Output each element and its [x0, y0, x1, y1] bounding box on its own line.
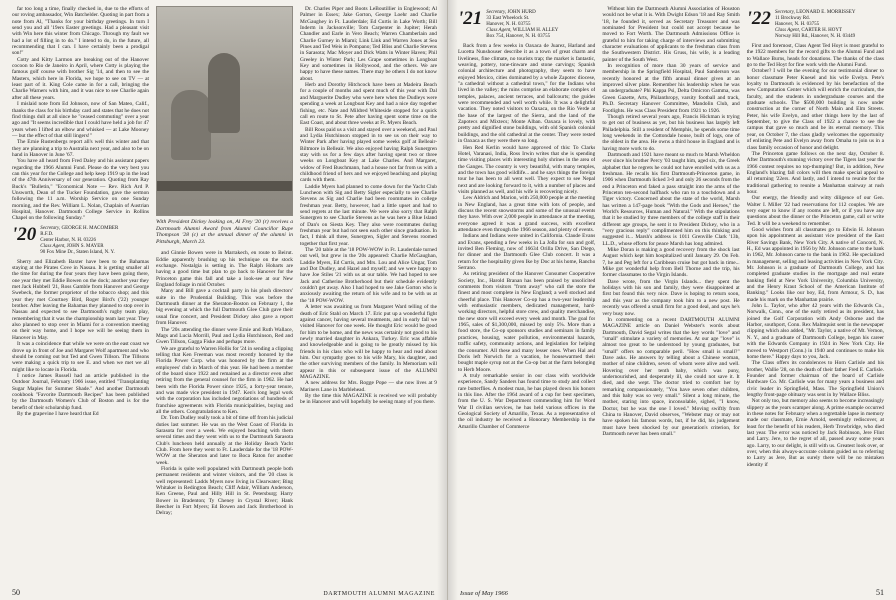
paragraph: Back from a few weeks in Oaxaca de Juarez, Harland and Lucetta Nunshouser describe it as a town of great charm and liveliness, fine climate, no tourists trap; the market is fantastic, weaving, pottery, tone-tinware and stone carvings; Spanish colonial architecture and photography, they seem to have enjoyed Mexico, cities dominated by a whole Zapotec diocese, "a cathedral without a cathedral town," for the Indians who lived in the valley; the ruins comprise an elaborate complex of temples, palaces, ancient terraces, and ballcourts; the guides were recommended and well worth while. It was a delightful vacation. They noted visitors to Oaxaca, on the Rio Verde at the base of the largest of the Sierra, and the land of the Zapotecs and Mixtecs; Monte Alban. Oaxaca is lovely, with pretty and dignified stone buildings, with old Spanish colonial buildings, and the old cathedral at the center. They were rested in Oaxaca as they were there so long.: [458, 43, 596, 145]
secretary-name: LEONARD E. MORRISSEY: [796, 10, 856, 15]
right-col-3: [747, 6, 884, 576]
paragraph: Lew Aldrich and Marion, with 250,000 people at the meeting in New England, has a great time with lots of people, and discuss the recent snowstorms and some of the unusual events they have. With over 2,000 people in attendance at the meeting, everyone agreed it was a grand success, with excellent attendance even through the 1966 season, and plenty of events.: [458, 195, 596, 233]
paragraph: Mike Doran is making a good recovery from the shock last August which kept him hospitalized until January 29. On Feb. 7, he and Peg left for a Caribbean cruise but got back in time... Mike got wonderful help from Bell Thorne and the trip, his former classmates to the Virgin Islands.: [602, 247, 740, 279]
paragraph: Good wishes from all classmates go to Edwin H. Johnson upon his appointment as assistant vice president of the East River Savings Bank, New York City. A native of Concord, N. H., Ed was appointed in 1956 by Mr. Johnson came to the bank in 1962, Mr. Johnson came to the bank in 1962. He specialized in management, selling and leasing activities in New York City. Mr. Johnson is a graduate of Dartmouth College, and has completed graduate studies in the mortgage and real estate banking field at New York University, Columbia University, and the Henry Kraut School of the American Institute of Banking." Looks like our boy, Ed, from Armour, S. D., has made his mark on the Manhattan prairie.: [746, 226, 884, 303]
right-col-1: [458, 6, 595, 576]
paragraph: I mislaid note from Ed Johnson, now of San Mateo, Calif., thanks the class for his birthday card and states that he does not find things dull at all since he "ceased commuting" over a year ago and "It seems incredible that I could have held a job for 47 years when I lifted an elbow and whisked — at Lake Mooney — but the effect of that still lingers!": [12, 101, 149, 139]
page-number: 50: [12, 588, 20, 597]
paragraph: Without him the Dartmouth Alumni Association of Houston would not be what it is. With Dwight Edson '18 and Ray Smith '18, he founded it, served as Secretary Treasurer and was nominated for President but could not accept because he moved to Fort Worth. The Dartmouth Admissions Office is grateful to him for taking charge of interviews and submitting character evaluations of applicants to the freshman class from the Southwestern District. His Gruss, his wife, is a leading painter of the South West.: [602, 6, 740, 63]
left-footer: [0, 588, 447, 597]
paragraph: Though retired several years ago, Francis Hickman is trying to get out of business as yet, but his business has largely left Philadelphia. Still a resident of Memphis, he spends some time long weekends in the Cottondale house, built of logs, one of the oldest in the area. He owns a third house in England and is having more work to do.: [602, 113, 740, 152]
paragraph: Dave wrote, from the Virgin Islands... they spent the holidays with his son and family, they were disappointed at first but found this very nice. Dave is hoping to return soon, and this year as the company took him to a new post. He recently was offered a small firm for a good deal, and says he's very busy now.: [602, 278, 740, 317]
paragraph: Not only too, but memory also seems to become increasingly slippery as the years scamper along. A prime example occurred in these notes for February when a regrettable lapse in memory made our classmate, Ernie Arnold, seemingly rediscover, at least for the benefit of his readers, Herb Trowbridge, who died last year. The error was noticed by Jack Robinson, Jere Flint and Larry. Jere, to the regret of all, passed away some years ago. Larry, to our delight, is still with us. Greatest look over, or over, when this always-accurate column guided us to referring to Larry as Jere, But as surely there will be no mistaken identity if: [746, 398, 884, 468]
class-year: '21: [458, 8, 483, 29]
class-year: '22: [746, 8, 771, 29]
paragraph: Hen Red Kerlin would have approved of this: To Clarks Hotel, Varanasi, India, Ross Irwin writes that she is spending time visiting places with interesting holy shrines in the area of the Ganges. The country is very beautiful, with many temples, and the town has good wildlife... and he says things the foreign tour he has been to all went well. They expect to see Nepal next and are looking forward to it, with a number of places and visits planned as well, and his wife is recovering nicely.: [458, 144, 596, 195]
paragraph: October? I will be the evening for our testimonial dinner to honor classmate Peter Knesel and his wife Evelyn. Pete's loyalty to Dartmouth is evidenced by his benefaction of the new Computation Center which will enrich the curriculum, the faculty, and the students in undergraduate courses and the graduate schools. The $500,000 building is now under construction at the corner of North Main and Elm Streets. Peter, his wife Evelyn, and other things here by the last of September, to give the Class of 1922 a chance to see the campus that gave so much and be its eternal memory. This year, on October 7, the class gladly welcomes the opportunity of enlisting Pete and Evelyn away from Omaha to join us in a class family occasion of honor and delight.: [746, 68, 884, 151]
paragraph: Florida is quite well populated with Dartmouth people both permanent residents and winter visitors, and the '20 class is well represented: Ladds Myers now living in Clearwater; Bing Whitaker in Redington Beach; Cliff Adair, William Anderson, Ken Greene, Paul and Hilly Hill in St. Petersburg; Harry Bower in Bradenton; Ty Cheney in Crystal River; Hank Beecher in Fort Myers; Ed Bowen and Jack Brotherhood in Delray;: [156, 466, 293, 517]
left-col-3: [300, 6, 437, 576]
paragraph: By the grapevine I have heard that Ed: [17, 410, 99, 417]
paragraph: Herb and Dorothy Hitchcock have been at Madeira Beach for a couple of months and spent much of this year with Dal and Marguerite Dudley who were here when the Dudleys were spending a week at Longboat Key and had a nice day together fishing, etc. Nate and Mildred Whiteside stopped for a quick call en route to St. Pete after having spent some time on the East Coast, and about three weeks at Ft. Myers Beach.: [300, 82, 437, 127]
paragraph: As retiring president of the Hanover Consumer Cooperative Society, Inc., Harold Branan has been praised by unsolicited comments from visitors "from away" who call the store the finest and most complete in New England; a well stocked and cheerful place. This Hanover Co-op has a two-year leadership with enthusiastic members, dedicated management, hard-working directors, helpful store crew, and quality merchandise, the new store will exceed every week and month. The goal for 1965, sales of $1,300,000, missed by only 5%. More than a food store, the Co-op sponsors studies and seminars in family practices, housing, water pollution, environmental hazards, traffic safety, community actions, and legislation for helping the consumer. All these and many lesser ones. When Hal and Doris left Norwich for a vacation, he housewarmed their bought maple syrup not at the Co-op but at the farm belonging to Herb Moore.: [458, 271, 596, 373]
paragraph: John L. Taylor, who after 42 years with the Edwards Co., Norwalk, Conn., one of the early retired as its president, has joined the Golf Corporation with Andy Osborne and the Harbor, southport, Conn. Rex Malmquist sent in the newspaper clipping which also added, "Mr. Taylor, a native of Mt. Vernon, N. Y., and a graduate of Dartmouth College, began his career with the Edwards Company in 1924 in New York City. He moved to Westport (Conn.) in 1940 and continues to make his home there." Happy days to you, Jack.: [746, 303, 884, 360]
paragraph: Many and Bill gave a cocktail party in his plush directors' suite in the Prudential Building. This was before the Dartmouth dinner at the Sheraton-Boston on February 1, the big evening at which the full Dartmouth Glee Club gave their usual fine concert, and President Dickey also gave a report from Hanover.: [156, 288, 293, 327]
agent-name: JOHN S. MAYER: [66, 243, 104, 249]
class-officers: Secretary, JOHN HURD 33 East Wheelock St. Hanover, N. H. 03755 Class Agent, WILLIAM H. ALLEY Box 754, Hanover, N. H. 03755: [486, 10, 559, 39]
class-officers: Secretary, GEORGE H. MACOMBER R.F.D. Center Harbor, N. H. 03226 Class Agent, JOHN S. MAYER 90 Fox Mine Dr., Staten Island, N. Y.: [40, 225, 119, 255]
right-page: [448, 0, 896, 600]
secretary-name: GEORGE H. MACOMBER: [61, 225, 119, 231]
left-col-1-top: [12, 6, 149, 222]
paragraph: In commenting on a recent DARTMOUTH ALUMNI MAGAZINE article on Daniel Webster's words about Dartmouth, David Segal writes that the key words "love" and "small" stimulate a variety of memories. At our age "love" is almost too great to be understood by young graduates, but "small" offers no comparable peril. "How small is small?" Dave asks. He answers by telling about a Chinese woman, mother of nine children, seven of whom were alive and well. Hovering over her tenth baby, which was puny, undernourished, and desperately ill, she could not save it. It died, and she wept. The doctor tried to comfort her by remarking compassionately, "You have seven other children, and this baby was so very small." Silent a long minute, the mother, staring into space, inconsolable, sighed, "I know, Doctor, but he was the one I loved." Moving swiftly from China to Hanover, David observes, "Webster may or may not have spoken his famous words, but, if he did, his judgement must have been shocked by our generation's criterion, for Dartmouth never has been small.": [602, 316, 740, 438]
paragraph: By the time this MAGAZINE is received we will probably be in Hanover and will hopefully be seeing many of you there.: [300, 392, 437, 406]
class-header-1922: [747, 10, 884, 40]
paragraph: It was a coincidence that while we were on the east coast we drove up in front of Joe and Margaret Wolf apartment and who should be coming out but Ted and Gwen Tillson. The Tillsons were making a quick trip to see E. and when we met we all might like to locate in Florida.: [12, 341, 149, 373]
paragraph: Dr. Tom Dudley really took a bit of time off from his judicial duties last summer. He was on the West Coast of Florida in Sarasota for over a week. We enjoyed beaching with them several times and they went with us to the Dartmouth Sarasota Club's luncheon held annually at the Holiday Beach Yacht Club. From here they went to Ft. Lauderdale for the '18 POW-WOW at the Sheraton and later to Boca Raton for another week.: [156, 415, 293, 466]
paragraph: The Ernie Rustenbergs report all's well this winter and that they are planning a trip to Australia next year, and also to be on hand in Hanover in June '67.: [12, 139, 149, 158]
paragraph: In recognition of more than 30 years of service and membership in the Springfield Hospital, Paul Sanderson was recently honored at the fifth annual dinner given at an improved silver plate. Remember his leadership when he was an undergraduate? Phi Kappa Psi, Delta Omicron Gamma, was Green Gazette, Arts, Philanthropy, varsity football and track, Ph.D. Secretary Hanover Committee, Mandolin Club, and Footlights. He was Class President from 1921 to 1926.: [602, 63, 740, 114]
paragraph: Indians and Indians were united in California. Claude Evans and Evans, spending a few weeks in La Jolla for sun and golf, invited Ben Fleming, now of 16634 Orilla Drive, San Diego, for dinner and the Dartmouth Glee Club concert. It was a return for the hospitality given Ike by Doc at his home, Rancho Serrano.: [458, 233, 596, 272]
paragraph: The '20s attending the dinner were Ernie and Ruth Wallace, Mags and Lucia Morrill, Paul and Lydia Hutchinson, Red and Gwen Tillson, Gagga Fiske and perhaps more.: [156, 326, 293, 346]
paragraph: Bill Ross paid us a visit and stayed over a weekend, and Paul and Lydia Hutchinson stopped in to see us on their way to Winter Park after having played some weeks golf at Belleair-Biltmore in Belleair. We also enjoyed having Ralph Sunergren stay with us for a few days after having spent two or three weeks on Longboat Key at Lake Charles. And Margaret, widow of Fred Buschmann, had a house not far from us with a childhood friend of hers and we enjoyed beaching and playing cards with them.: [300, 126, 437, 184]
paragraph: A new address for Mrs. Rogge Pope — she now lives at 9 Mariners Lane in Marblehead.: [300, 380, 437, 393]
paragraph: Our energy, the friendly and witty diligence of our Gen. Walter I. Miller '22 had reservations for 112 couples. We are very eager to know if any rooms are left, or if you have any questions about the dinner or the Princeton game, call or write Ted. It will be a weekend to remember.: [746, 195, 884, 227]
photo-caption: With President Dickey looking on, Al Frey '20 (r) receives a Dartmouth Alumni Award from Alumni Councillor Rupe Thompson '28 (c) at the annual dinner of the alumni in Pittsburgh, March 23.: [156, 219, 293, 245]
paragraph: First and foremost, Class Agent Ted Hoyt is most grateful to the 1922 members for the record gifts to the Alumni Fund and to Wallace Burns, heads for donations. The thanks of the class go to the Ted Hoyt for fine work with the Alumni Fund.: [746, 43, 884, 69]
left-col-1-bottom: [12, 259, 149, 418]
class-year: '20: [12, 223, 37, 245]
paragraph: Sherry and Elizabeth Baxter have been to the Bahamas staying at the Pirates Cove in Nassau. It is getting smaller all the time for during the four years they have been going there, one year they met Eddie Bowen on the dock; another year they met Jack Hubbell '21, Ross Gamble from Hanover and George Swebeck, the former proprietor of the tobacco shop; and this year they met Courtney Bird, Roger Bird's ('22) younger brother. After leaving the Bahamas they planned to stop over in Nassau and expected to see Dartmouth's rugby team play, remembering that it was the championship team last year. They also planned to stop over in Miami for a convention meeting on their way home, and I hope we will be seeing them in Hanover in May.: [12, 258, 149, 341]
award-photo: [156, 6, 293, 216]
paragraph: A letter was awaiting us from Margaret Ward telling of the death of Eric Stahl on March 17. Eric put up a wonderful fight against cancer, having several treatments, and in early fall we visited Hanover for one week. He thought Eric would be good for him to be home, and the news was certainly not good to his newly married daughter in Ankara, Turkey. Eric was affable and knowledgeable and is going to be greatly missed by his friends in his class who will be happy to hear and read about him. Our sympathy goes to his wife Mary, his daughter, and the other surviving members of the family. In Memoriam will appear in this or subsequent issue of the ALUMNI MAGAZINE.: [300, 304, 437, 380]
issue-label: Issue of May 1966: [460, 590, 508, 597]
class-officers: Secretary, LEONARD E. MORRISSEY 11 Brockway Rd. Hanover, N. H. 03755 Class Agent, CARTER H. HOYT Norway Hill Rd., Hanover, N. H. 03449: [774, 10, 856, 39]
paragraph: The Princeton game follows on the next day, October 8. After Dartmouth's stunning victory over the Tigers last year the 1966 contest requires no top-thumping! But, in addition, New England's blazing fall colors will then make special appeal to all returning '22ers. And lastly, and I intend to reunite for the traditional gathering to reunite a Manhattan stairway at rush hour.: [746, 150, 884, 195]
left-columns: [12, 6, 437, 576]
right-footer: [448, 588, 896, 597]
paragraph: far too long a time, finally checked in, due to the efforts of our roving ambassador, Win Batchelder. Quoting in part from a note from Al, "Thanks for your birthday greetings. In turn I send you and all '19ers Easter greetings. Had a pleasant visit with Win here this winter from Chicago. Through my fault we had a lot of filling in to do." I intend to do, in the future, all recommending that I can. I have certainly been a prodigal son!": [12, 6, 149, 57]
page-number: 51: [876, 588, 884, 597]
class-header-1920: [12, 223, 149, 256]
secretary-name: JOHN HURD: [507, 10, 536, 15]
paragraph: Dr. Charles Piper and Boots LeBoutillier in Englewood; Al Palmer in Essex; Jake Gorton, George Loehr and Charlie McGaughey in Ft. Lauderdale; Ed Curtis in Lake Worth; Bill Inderm in Jacksonville; Tom Carpenter in Jupiter; Herah Chandler and Earle in Vero Beach; Warren Chamberlain and Charlie Gurney in Miami; Link Link and Warren Jones at Sea Pines and Ted Weis in Pompano; Ted Bliss and Charlie Stevens in Sarasota; Mac Moyer and Dick Watts in Winter Haven; Phil Greeley in Winter Park; Les Grape sometimes in Longboat Key and sometimes in Hollywood, and the others. We are happy to have these names. There may be others I do not know about.: [300, 6, 437, 82]
right-col-2: [602, 6, 739, 576]
magazine-name: DARTMOUTH ALUMNI MAGAZINE: [323, 591, 435, 597]
right-columns: [458, 6, 884, 576]
left-col-2: [156, 6, 293, 576]
paragraph: You have all heard from Fred Daley and his assistant papers regarding the 1966 Alumni Fund. Please do the very best you can this year for the College and help keep 1919 up in the lead of the 47th Anniversary of our generation. Quoting from Ray Buck's "Bulletin," "Economical Note — Rev. Rich Ard P. Unsworth, Dean of the Tucker Foundation, gave the sermon following the 11 a.m. Worship Service on one Sunday morning, and the Rev. William L. Nolan, Chaplain of Austrian Hospital, Hanover. Dartmouth College Service in Rollins Chapel on the following Sunday.": [12, 158, 149, 222]
paragraph: We are grateful to Warren Hollis for '24 in sending a clipping telling that Ken Freeman was most recently honored by the Florida Power Corp. who was honored by the firm at the employees' club in March of this year. He had been a member of the board since 1922 and remained as a director even after retiring from the general counsel for the firm in 1962. He had been with the Florida Power since 1925, a forty-year tenure, and was made vice president in 1947. Ken's long legal work with the corporation has included negotiations of hundreds of franchise agreements with Florida municipalities, buying and all the others. Congratulations to Ken.: [156, 345, 293, 415]
paragraph: Laddie Myers had planned to come down for the Yacht Club Luncheon with Sig and Betty Sigler especially to see Charlie Stevens as Sig and Charlie had been roommates in college freshman year. Betty, however, had a little upset and had to send regrets at the last minute. We were also sorry that Ralph Sunergren to see Charlie Stevens as he was here a Blue Island of Dan's on Siesta Key. They also were roommates during freshman year but had not seen each other since graduation. In fact, I think all three, Sunergren, Sigler and Stevens roomed together that first year.: [300, 183, 437, 247]
agent-name: CARTER H. HOYT: [801, 28, 843, 33]
paragraph: I notice James Russell had an article published in the Outdoor Journal, February 1966 issue, entitled "Transplanting Sugar Maples for Summer Shade." And another Dartmouth cookbook "Favorite Dartmouth Recipes" has been published by the Dartmouth Women's Club of Boston and is for the benefit of their scholarship fund.: [12, 372, 149, 411]
paragraph: A truly remarkable senior in our class with worldwide experience, Sandy Sanders has found time to study and collect rare butterflies. A modest man, he has played down his honors in this line. After the 1964 award of a cup for best specimen, from the U. S. War Department commending him for Word War II civilian services, he has held various offices in the Geological Society of Amarillo, Texas. As a representative of the oil industry he received a Honorary Membership in the Amarillo Chamber of Commerce: [458, 372, 596, 430]
paragraph: Cotty and Kitty Larmon are breaking out of the Hanover cocoon to Rio de Janeiro in April, where Cotty is playing the famous golf course with brother Sig '14, and then to see the Masters, which here in Florida, we hope to see on TV — at least part of it. King Cole came in for a call, bringing the Charlie Warners with him, and it was nice to see Charlie again after all these years.: [12, 56, 149, 101]
paragraph: The '20 table at the '18 POW-WOW in Ft. Lauderdale turned out well, but grew in the '20s appeared: Charlie McGaughan, Laddie Myers, Ed Curtis, and Mrs. Lou and Alice Ungar, Tom and Dot Dudley, and Hazel and myself; and we were happy to have Joe Stiles '21 with us at our table. We had hoped to see Jack and Catherine Brotherhood but their schedule evidently couldn't get away. Also I had hoped to see Jake Gorton who is anxiously awaiting the return of his wife and to be with us at the '18 POW-WOW.: [300, 247, 437, 304]
paragraph: and Ginnie Bowen were in Marrakech, en route to Beirut. Eddie apparently brushing up his technique on the stock exchange. Nostalgia is setting in. The Ralph Hobarts are having a good time but plan to go back to Hanover for the Princeton game this fall and take a look-see at our New England foliage in mid October.: [156, 250, 293, 289]
paragraph: The Class offers its condolences to Horn Carlisle and his brother, Wallie '28, on the death of their father Fred E. Carlisle. Founder and former chairman of the board of Carlisle Hardware Co. Mr. Carlisle was for many years a business and civic leader in Springfield, Mass. The Springfield Union's lengthy front-page obituary was sent in by Wallace Bliss.: [746, 360, 884, 398]
left-col-1: [12, 6, 149, 576]
paragraph: Dartmouth and 1921 have meant so much to Marsh Wheldon ever since his brother Percy '03 taught him, aged six, the Greek alphabet that he regrets he could not have enrolled with us as a freshman. He recalls his first Dartmouth-Princeton game, in 1906 when Dartmouth licked 3-0 and only 26 seconds from the end a Princeton end faked a pass straight into the arms of the Princeton ten-second halfback who ran to a touchdown and a Tiger victory. Concerned about the state of the world, Marsh has written a 147-page book "With the Gods and Heroes," the World's Resources, Human and Natural." With the stipulations that it be studied by three members of the college staff in their different age groups, he sent it to President Dickey, who in a "very gracious reply" complimented him on this thinking and suggested it... Marsh's address is 1011 Grenville Clark '13b, LL.D., whose efforts for peace Marsh has long admired.: [602, 151, 740, 247]
class-header-1921: [458, 10, 595, 40]
agent-name: WILLIAM H. ALLEY: [512, 28, 559, 33]
